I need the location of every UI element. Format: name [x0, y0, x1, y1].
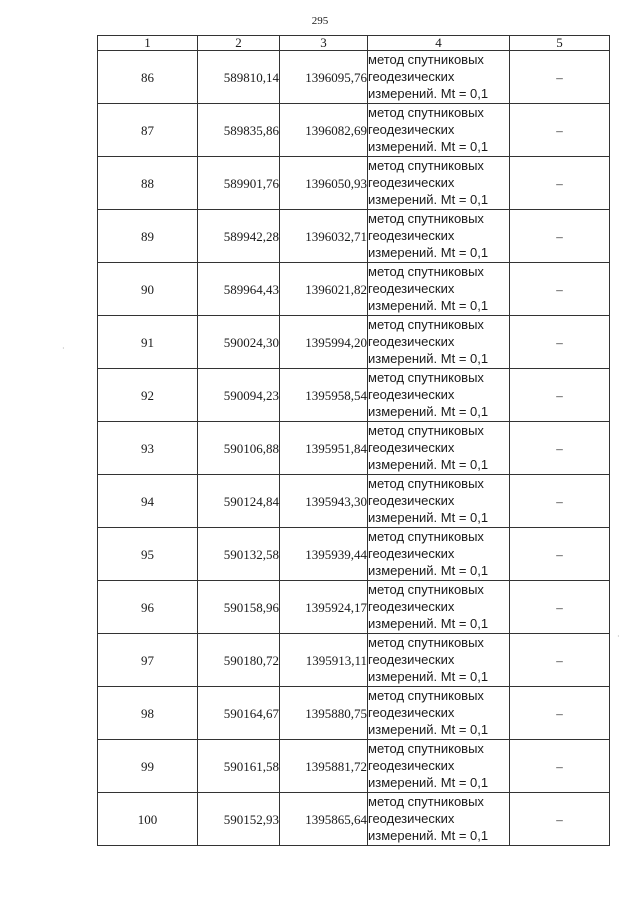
coordinate-y: 1396082,69	[280, 104, 368, 157]
coordinate-x: 589835,86	[198, 104, 280, 157]
method-cell	[368, 634, 510, 687]
method-line-1: метод спутниковых	[368, 635, 484, 650]
method-line-3: измерений. Mt = 0,1	[368, 192, 489, 207]
note-cell: –	[510, 104, 610, 157]
coordinate-x: 590152,93	[198, 793, 280, 846]
method-cell	[368, 528, 510, 581]
method-line-2: геодезических	[368, 69, 455, 84]
method-line-3: измерений. Mt = 0,1	[368, 510, 489, 525]
page-number: 295	[311, 15, 329, 27]
table-row	[98, 581, 610, 634]
coordinate-y: 1395951,84	[280, 422, 368, 475]
header-col-4: 4	[368, 36, 510, 51]
table-row	[98, 369, 610, 422]
method-line-2: геодезических	[368, 122, 455, 137]
method-line-1: метод спутниковых	[368, 794, 484, 809]
coordinate-x: 589901,76	[198, 157, 280, 210]
method-line-1: метод спутниковых	[368, 370, 484, 385]
method-line-2: геодезических	[368, 387, 455, 402]
coordinate-x: 590094,23	[198, 369, 280, 422]
method-line-3: измерений. Mt = 0,1	[368, 722, 489, 737]
method-line-3: измерений. Mt = 0,1	[368, 563, 489, 578]
point-number: 96	[98, 581, 198, 634]
point-number: 93	[98, 422, 198, 475]
method-line-3: измерений. Mt = 0,1	[368, 616, 489, 631]
coordinate-x: 590024,30	[198, 316, 280, 369]
header-col-1: 1	[98, 36, 198, 51]
point-number: 99	[98, 740, 198, 793]
method-line-2: геодезических	[368, 652, 455, 667]
coordinate-y: 1396050,93	[280, 157, 368, 210]
method-cell	[368, 369, 510, 422]
coordinate-x: 590161,58	[198, 740, 280, 793]
coordinate-y: 1395943,30	[280, 475, 368, 528]
method-line-2: геодезических	[368, 228, 455, 243]
method-cell	[368, 104, 510, 157]
table-row	[98, 740, 610, 793]
method-line-2: геодезических	[368, 334, 455, 349]
point-number: 94	[98, 475, 198, 528]
coordinate-x: 590106,88	[198, 422, 280, 475]
method-cell	[368, 475, 510, 528]
table-row	[98, 793, 610, 846]
note-cell: –	[510, 316, 610, 369]
method-line-1: метод спутниковых	[368, 688, 484, 703]
note-cell: –	[510, 581, 610, 634]
coordinate-y: 1395881,72	[280, 740, 368, 793]
coordinate-x: 590164,67	[198, 687, 280, 740]
method-cell	[368, 740, 510, 793]
method-line-3: измерений. Mt = 0,1	[368, 139, 489, 154]
table-row	[98, 316, 610, 369]
coordinate-y: 1396095,76	[280, 51, 368, 104]
method-line-3: измерений. Mt = 0,1	[368, 457, 489, 472]
coordinate-x: 589810,14	[198, 51, 280, 104]
method-line-1: метод спутниковых	[368, 529, 484, 544]
note-cell: –	[510, 210, 610, 263]
method-line-3: измерений. Mt = 0,1	[368, 669, 489, 684]
method-cell	[368, 687, 510, 740]
note-cell: –	[510, 263, 610, 316]
coordinate-y: 1395880,75	[280, 687, 368, 740]
method-line-1: метод спутниковых	[368, 52, 484, 67]
method-line-1: метод спутниковых	[368, 158, 484, 173]
method-line-3: измерений. Mt = 0,1	[368, 298, 489, 313]
table-row	[98, 687, 610, 740]
method-line-2: геодезических	[368, 546, 455, 561]
coordinate-x: 590124,84	[198, 475, 280, 528]
method-line-1: метод спутниковых	[368, 582, 484, 597]
method-line-1: метод спутниковых	[368, 317, 484, 332]
method-line-3: измерений. Mt = 0,1	[368, 86, 489, 101]
point-number: 88	[98, 157, 198, 210]
table-row	[98, 157, 610, 210]
method-line-2: геодезических	[368, 758, 455, 773]
method-line-3: измерений. Mt = 0,1	[368, 245, 489, 260]
method-line-2: геодезических	[368, 599, 455, 614]
method-line-1: метод спутниковых	[368, 741, 484, 756]
coordinate-y: 1395913,11	[280, 634, 368, 687]
method-cell	[368, 51, 510, 104]
table-row	[98, 104, 610, 157]
header-col-2: 2	[198, 36, 280, 51]
table-row	[98, 528, 610, 581]
coordinate-y: 1396032,71	[280, 210, 368, 263]
method-line-1: метод спутниковых	[368, 264, 484, 279]
coordinate-x: 590132,58	[198, 528, 280, 581]
method-line-3: измерений. Mt = 0,1	[368, 775, 489, 790]
coordinate-y: 1395939,44	[280, 528, 368, 581]
coordinate-x: 589942,28	[198, 210, 280, 263]
coordinate-y: 1395994,20	[280, 316, 368, 369]
header-row	[98, 36, 610, 51]
point-number: 87	[98, 104, 198, 157]
scan-mark: ·	[617, 632, 620, 641]
coordinate-y: 1395924,17	[280, 581, 368, 634]
note-cell: –	[510, 528, 610, 581]
coordinate-y: 1396021,82	[280, 263, 368, 316]
method-line-2: геодезических	[368, 281, 455, 296]
method-line-2: геодезических	[368, 493, 455, 508]
point-number: 98	[98, 687, 198, 740]
method-line-1: метод спутниковых	[368, 211, 484, 226]
note-cell: –	[510, 422, 610, 475]
table-row	[98, 51, 610, 104]
method-line-2: геодезических	[368, 440, 455, 455]
table-header	[98, 36, 610, 51]
table-body	[98, 51, 610, 846]
method-cell	[368, 263, 510, 316]
table-row	[98, 634, 610, 687]
point-number: 97	[98, 634, 198, 687]
point-number: 86	[98, 51, 198, 104]
note-cell: –	[510, 740, 610, 793]
method-cell	[368, 422, 510, 475]
point-number: 89	[98, 210, 198, 263]
scan-mark: ·	[62, 344, 65, 353]
point-number: 90	[98, 263, 198, 316]
note-cell: –	[510, 51, 610, 104]
note-cell: –	[510, 634, 610, 687]
coordinate-x: 589964,43	[198, 263, 280, 316]
coordinate-x: 590180,72	[198, 634, 280, 687]
method-line-1: метод спутниковых	[368, 105, 484, 120]
coordinates-table	[97, 35, 610, 846]
point-number: 100	[98, 793, 198, 846]
note-cell: –	[510, 793, 610, 846]
method-cell	[368, 793, 510, 846]
table-row	[98, 210, 610, 263]
table-row	[98, 422, 610, 475]
note-cell: –	[510, 687, 610, 740]
method-line-2: геодезических	[368, 175, 455, 190]
method-cell	[368, 157, 510, 210]
method-line-3: измерений. Mt = 0,1	[368, 404, 489, 419]
point-number: 91	[98, 316, 198, 369]
method-cell	[368, 581, 510, 634]
header-col-5: 5	[510, 36, 610, 51]
method-line-2: геодезических	[368, 811, 455, 826]
coordinate-y: 1395865,64	[280, 793, 368, 846]
coordinate-y: 1395958,54	[280, 369, 368, 422]
method-line-3: измерений. Mt = 0,1	[368, 828, 489, 843]
table-row	[98, 475, 610, 528]
note-cell: –	[510, 157, 610, 210]
coordinate-x: 590158,96	[198, 581, 280, 634]
point-number: 92	[98, 369, 198, 422]
method-cell	[368, 316, 510, 369]
note-cell: –	[510, 369, 610, 422]
note-cell: –	[510, 475, 610, 528]
method-line-3: измерений. Mt = 0,1	[368, 351, 489, 366]
method-line-1: метод спутниковых	[368, 423, 484, 438]
table-row	[98, 263, 610, 316]
method-line-2: геодезических	[368, 705, 455, 720]
point-number: 95	[98, 528, 198, 581]
header-col-3: 3	[280, 36, 368, 51]
method-line-1: метод спутниковых	[368, 476, 484, 491]
method-cell	[368, 210, 510, 263]
